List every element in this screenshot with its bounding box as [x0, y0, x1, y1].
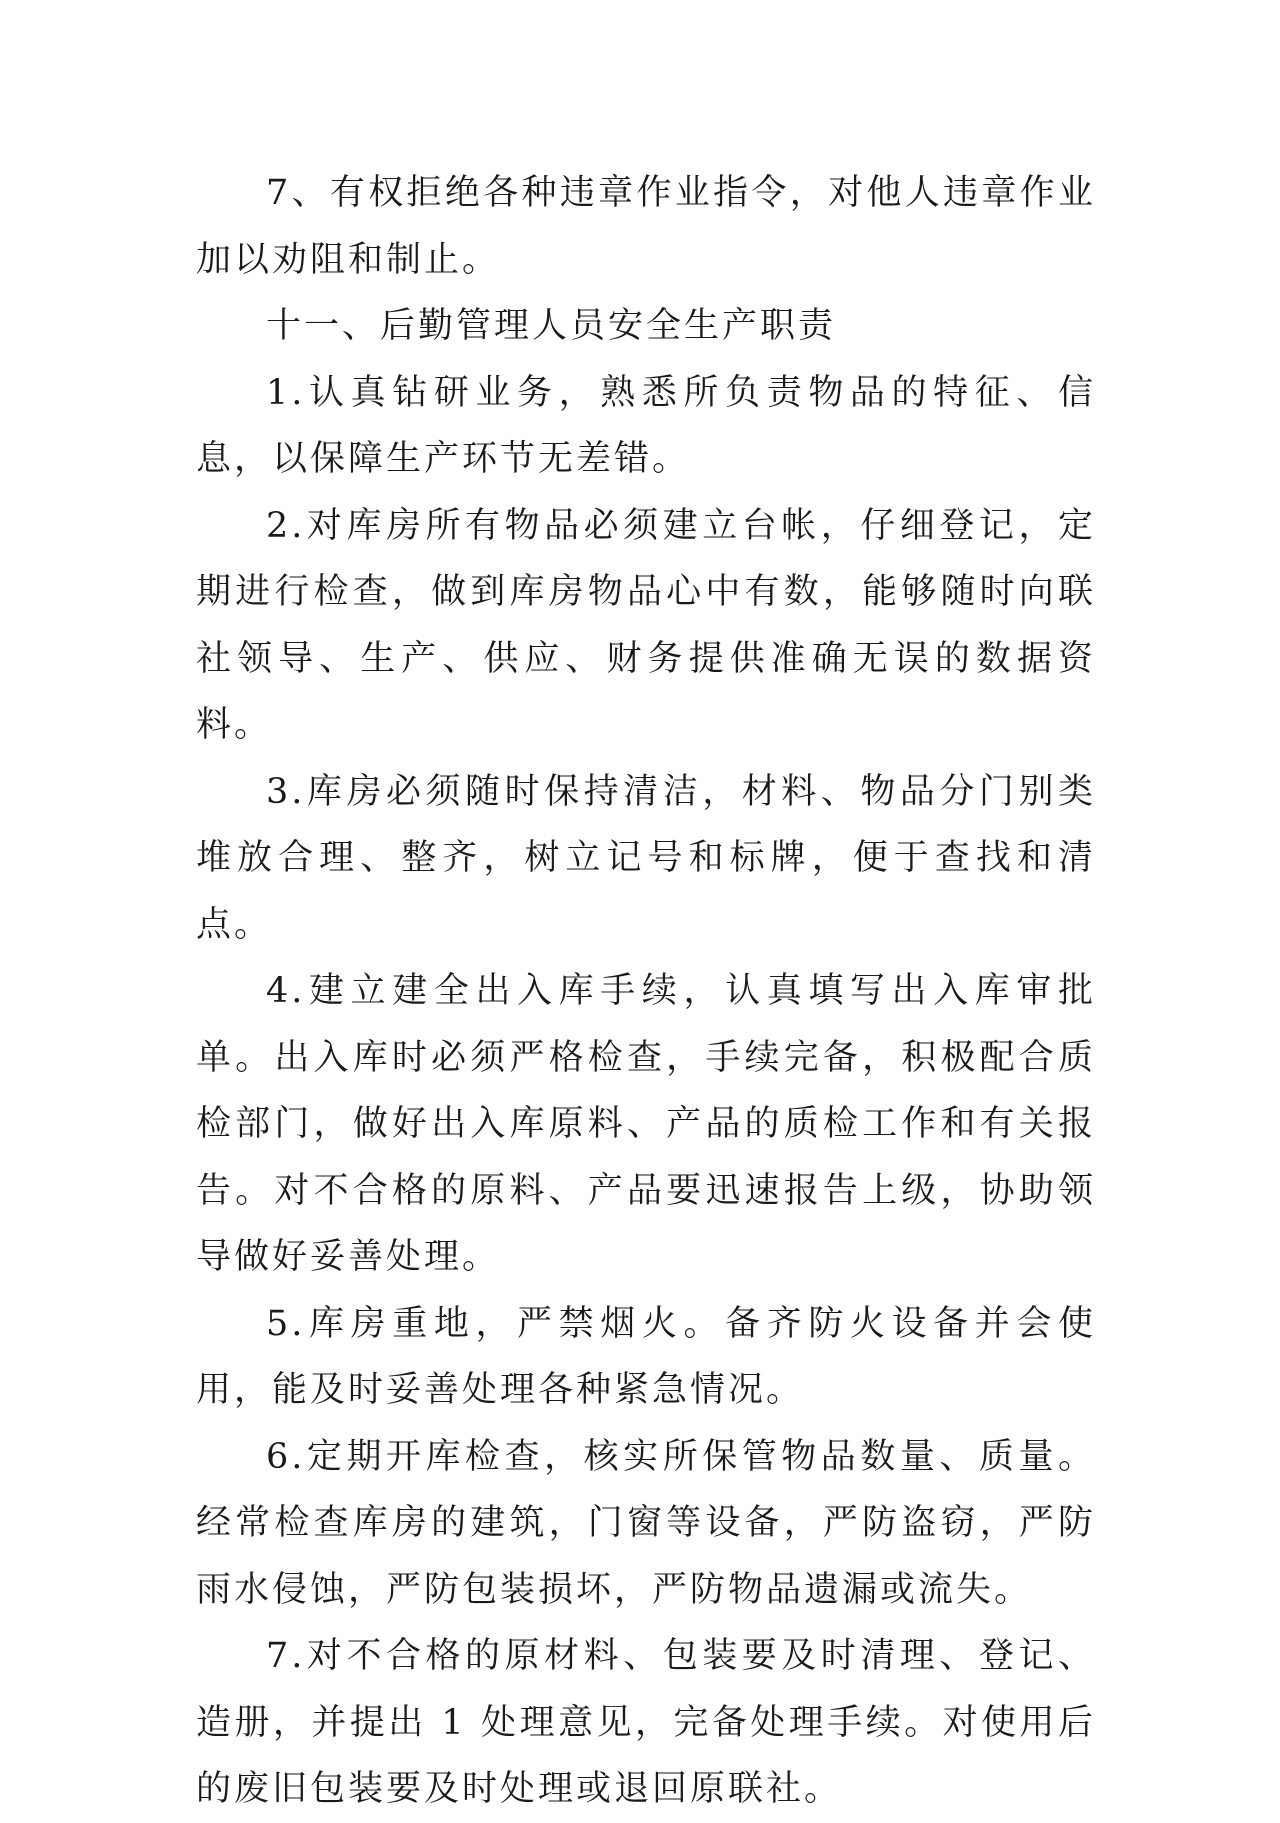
paragraph-duty-2: 2.对库房所有物品必须建立台帐，仔细登记，定期进行检查，做到库房物品心中有数，能够随时向联社领导、生产、供应、财务提供准确无误的数据资料。: [196, 505, 1096, 745]
paragraph-duty-6: 6.定期开库检查，核实所保管物品数量、质量。经常检查库房的建筑，门窗等设备，严防盗窃，严防雨水侵蚀，严防包装损坏，严防物品遗漏或流失。: [196, 1436, 1096, 1610]
paragraph-duty-3: 3.库房必须随时保持清洁，材料、物品分门别类堆放合理、整齐，树立记号和标牌，便于查找和清点。: [196, 771, 1096, 945]
section-heading-logistics: 十一、后勤管理人员安全生产职责: [266, 306, 837, 346]
document-body: [196, 160, 1096, 1823]
paragraph-duty-4: 4.建立建全出入库手续，认真填写出入库审批单。出入库时必须严格检查，手续完备，积极配合质检部门，做好出入库原料、产品的质检工作和有关报告。对不合格的原料、产品要迅速报告上级，协助领导做好妥善处理。: [196, 971, 1096, 1277]
paragraph-duty-7: 7.对不合格的原材料、包装要及时清理、登记、造册，并提出 1 处理意见，完备处理手续。对使用后的废旧包装要及时处理或退回原联社。: [196, 1636, 1096, 1809]
paragraph-item-7-refuse: 7、有权拒绝各种违章作业指令，对他人违章作业加以劝阻和制止。: [196, 173, 1096, 280]
paragraph-duty-5: 5.库房重地，严禁烟火。备齐防火设备并会使用，能及时妥善处理各种紧急情况。: [196, 1303, 1096, 1410]
paragraph-duty-1: 1.认真钻研业务，熟悉所负责物品的特征、信息，以保障生产环节无差错。: [196, 372, 1096, 479]
